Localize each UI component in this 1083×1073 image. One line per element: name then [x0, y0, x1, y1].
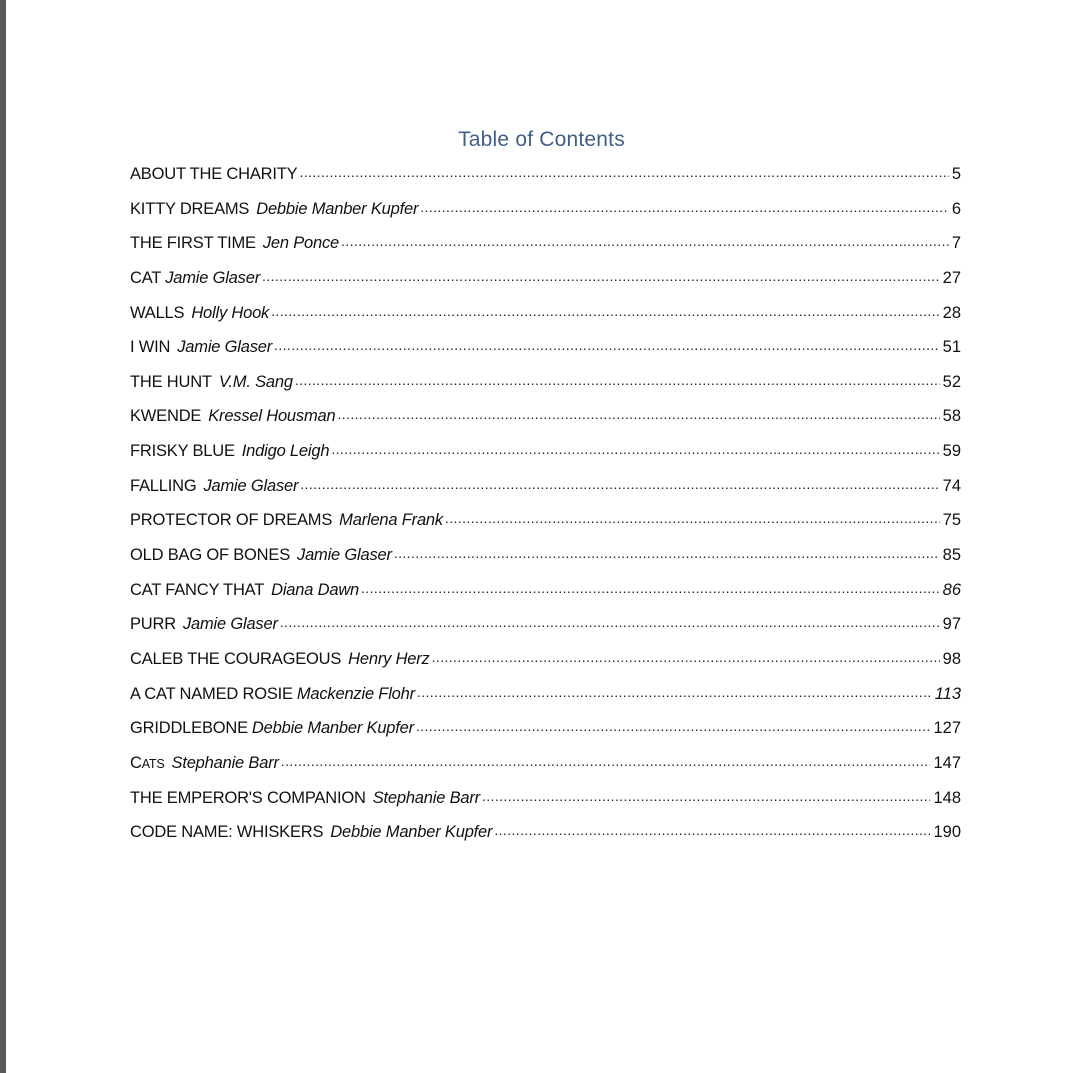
- entry-page-number: 58: [942, 407, 961, 426]
- entry-title: CAT FANCY THAT: [130, 580, 265, 599]
- entry-title: CODE NAME: WHISKERS: [130, 823, 324, 842]
- smallcaps-first-letter: C: [130, 753, 142, 772]
- entry-author: Indigo Leigh: [241, 442, 330, 461]
- entry-author: Jamie Glaser: [297, 546, 392, 565]
- entry-title: FRISKY BLUE: [130, 442, 235, 461]
- entry-author: Jen Ponce: [262, 234, 340, 253]
- toc-entry[interactable]: [130, 645, 961, 680]
- entry-author: Kressel Housman: [208, 407, 336, 426]
- entry-page-number: 97: [942, 615, 961, 634]
- dot-leader: [295, 371, 940, 387]
- entry-page-number: 5: [951, 165, 961, 183]
- entry-author: Holly Hook: [191, 303, 270, 322]
- dot-leader: [420, 198, 949, 214]
- toc-entry[interactable]: [130, 784, 961, 819]
- entry-author: Jamie Glaser: [203, 476, 299, 495]
- dot-leader: [331, 440, 939, 456]
- entry-page-number: 28: [942, 303, 961, 322]
- dot-leader: [262, 267, 940, 283]
- toc-list: [130, 160, 961, 853]
- dot-leader: [281, 752, 931, 768]
- smallcaps-rest: ATS: [141, 756, 165, 771]
- toc-entry[interactable]: [130, 818, 961, 853]
- entry-title: KITTY DREAMS: [130, 199, 250, 218]
- dot-leader: [416, 717, 931, 733]
- entry-title: CALEB THE COURAGEOUS: [130, 649, 342, 668]
- toc-entry[interactable]: [130, 714, 961, 749]
- entry-page-number: 147: [933, 753, 961, 772]
- entry-page-number: 27: [942, 268, 961, 287]
- entry-title: THE HUNT: [130, 372, 212, 391]
- entry-title: ABOUT THE CHARITY: [130, 165, 298, 183]
- entry-title: OLD BAG OF BONES: [130, 546, 291, 565]
- toc-entry[interactable]: [130, 610, 961, 645]
- toc-entry[interactable]: [130, 229, 961, 264]
- entry-author: Debbie Manber Kupfer: [256, 199, 419, 218]
- entry-author: V.M. Sang: [218, 372, 293, 391]
- entry-page-number: 98: [942, 649, 961, 668]
- dot-leader: [394, 544, 940, 560]
- toc-entry[interactable]: [130, 402, 961, 437]
- entry-page-number: 127: [933, 719, 961, 738]
- dot-leader: [432, 648, 940, 664]
- entry-author: Diana Dawn: [271, 580, 360, 599]
- dot-leader: [271, 302, 940, 318]
- entry-page-number: 113: [934, 684, 961, 703]
- dot-leader: [341, 232, 949, 248]
- entry-title: THE FIRST TIME: [130, 234, 256, 253]
- entry-page-number: 75: [942, 511, 961, 530]
- entry-author: Stephanie Barr: [372, 788, 480, 807]
- toc-entry[interactable]: [130, 749, 961, 784]
- dot-leader: [274, 336, 940, 352]
- entry-title: FALLING: [130, 476, 197, 495]
- toc-entry[interactable]: [130, 472, 961, 507]
- entry-page-number: 85: [942, 546, 961, 565]
- dot-leader: [300, 475, 939, 491]
- dot-leader: [445, 509, 940, 525]
- entry-title: CAT: [130, 268, 162, 287]
- entry-page-number: 7: [951, 234, 961, 253]
- toc-entry[interactable]: [130, 333, 961, 368]
- entry-page-number: 74: [942, 476, 961, 495]
- entry-title: A CAT NAMED ROSIE: [130, 684, 293, 703]
- entry-page-number: 148: [933, 788, 961, 807]
- entry-author: Stephanie Barr: [171, 753, 279, 772]
- entry-author: Henry Herz: [348, 649, 430, 668]
- toc-entry[interactable]: [130, 576, 961, 611]
- entry-title: THE EMPEROR'S COMPANION: [130, 788, 366, 807]
- entry-title: GRIDDLEBONE: [130, 719, 248, 738]
- entry-author: Mackenzie Flohr: [296, 684, 415, 703]
- dot-leader: [299, 163, 948, 179]
- dot-leader: [361, 579, 940, 595]
- toc-entry[interactable]: [130, 680, 961, 715]
- entry-title: PROTECTOR OF DREAMS: [130, 511, 333, 530]
- toc-entry[interactable]: [130, 160, 961, 195]
- entry-page-number: 6: [951, 199, 961, 218]
- entry-page-number: 52: [942, 372, 961, 391]
- toc-entry[interactable]: [130, 506, 961, 541]
- entry-title: I WIN: [130, 338, 171, 357]
- entry-page-number: 86: [942, 580, 961, 599]
- dot-leader: [337, 405, 939, 421]
- entry-author: Debbie Manber Kupfer: [251, 719, 414, 738]
- entry-title: PURR: [130, 615, 176, 634]
- toc-entry[interactable]: [130, 437, 961, 472]
- dot-leader: [494, 821, 930, 837]
- toc-entry[interactable]: [130, 195, 961, 230]
- entry-author: Jamie Glaser: [165, 268, 260, 287]
- entry-author: Debbie Manber Kupfer: [330, 823, 493, 842]
- entry-title-smallcaps: [130, 749, 165, 778]
- toc-entry[interactable]: [130, 541, 961, 576]
- toc-heading: Table of Contents: [458, 128, 625, 151]
- entry-author: Marlena Frank: [339, 511, 443, 530]
- entry-title: KWENDE: [130, 407, 202, 426]
- dot-leader: [482, 787, 931, 803]
- entry-title: WALLS: [130, 303, 185, 322]
- entry-page-number: 51: [942, 338, 961, 357]
- entry-author: Jamie Glaser: [177, 338, 273, 357]
- dot-leader: [417, 683, 932, 699]
- dot-leader: [280, 613, 940, 629]
- toc-entry[interactable]: [130, 368, 961, 403]
- entry-page-number: 190: [933, 823, 961, 842]
- toc-entry[interactable]: [130, 264, 961, 299]
- entry-author: Jamie Glaser: [182, 615, 278, 634]
- entry-page-number: 59: [942, 442, 961, 461]
- toc-entry[interactable]: [130, 299, 961, 334]
